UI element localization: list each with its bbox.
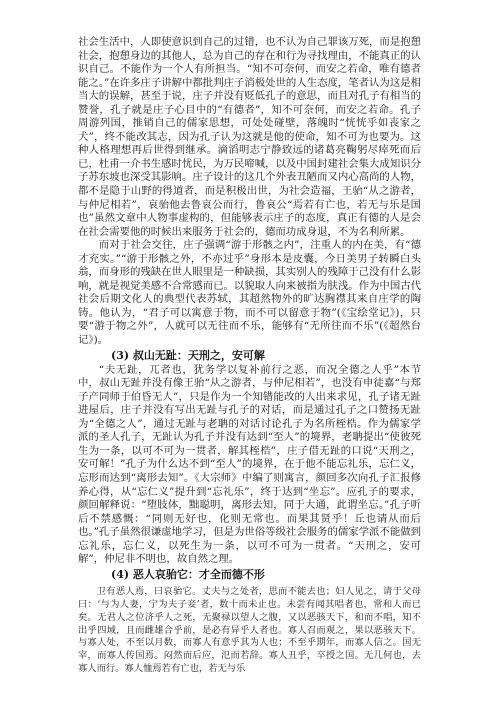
section-heading-aitai-tuo: (4) 恶人哀骀它：才全而德不形 [111, 567, 265, 581]
section-heading-shushan-wuzhi: (3) 叔山无趾：天刑之，安可解 [111, 348, 265, 362]
quotation-aitai-tuo: 卫有恶人焉，曰哀骀它。丈夫与之处者，思而不能去也；妇人见之，请于父母曰：‘与为人妻，宁为夫子妾’者，数十而未止也。未尝有闻其唱者也，常和人而已矣。无君人之位济乎人之死，无聚禄以望人之腹，又以恶骇天下，和而不唱，知不出乎四域，且而雌雄合乎前，是必有异乎人者也。寡人召而观之，果以恶骇天下。与寡人处，不至以月数，而寡人有意乎其为人也；不至乎期年，而寡人信之。国无宰，而寡人传国焉。闷然而后应，氾而若辞。寡人丑乎，卒授之国。无几何也，去寡人而行。寡人恤焉若有亡也，若无与乐 [78, 585, 421, 675]
paragraph-social-interaction: 而对于社会交往，庄子强调“游于形骸之内”，注重人的内在美，有“德才充实。”“游于形骸之外，不亦过乎”身形本是皮囊，今日美男子转瞬白头翁，而身形的残缺在世人眼里是一种缺损，其实别人的残障于己没有什么影响，就是视觉美感不合常感而已。以貌取人向来被指为肤浅。作为中国古代社会后期文化人的典型代表苏轼，其超然物外的旷达胸襟其来自庄学的陶铸。他认为，“君子可以寓意于物，而不可以留意于物”(《宝绘堂记》)，只要“游于物之外”，人就可以无往而不乐，能够有“无所往而不乐”(《超然台记》)。 [78, 239, 421, 347]
paragraph-moral-responsibility: 社会生活中，人即使意识到自己的过错，也不认为自己罪该万死，而是抱憩社会，抱憩身边的其他人，总为自己的存在和行为寻找理由，不能真正的认识自己。不能作为一个人有所担当。“知不可奈何，而安之若命，唯有德者能之。”在许多庄子讲解中都批判庄子消极处世的人生态度，笔者认为这是相当大的误解，甚至于说，庄子并没有贬低孔子的意思，而且对孔子有相当的赞誉，孔子就是庄子心目中的“有德者”，知不可奈何，而安之若命。孔子周游列国，推销自己的儒家思想，可处处碰壁，落魄时“恍恍乎如丧家之犬”，终不能改其志，因为孔子认为这就是他的使命，知不可为也要为。这种人格理想再后世得到继承。滴滔明志宁静致远的诸葛亮鞠躬尽瘁死而后已，杜甫一介书生感时忧民，为万民啼喊，以及中国封建社会集大成知识分子苏东坡也深受其影响。庄子设计的这几个外表丑陋而又内心高尚的人物，都不是隐于山野的得道者，而是积极出世，为社会造福，王骀“从之游者，与仲尼相若”，哀骀他去鲁哀公而行，鲁哀公“焉若有亡也，若无与乐是国也”虽然文章中人物事虚构的，但能够表示庄子的态度，真正有德的人是会在社会需要他的时候出来服务于社会的，德而功成身退，不为名利所累。 [78, 36, 421, 238]
paragraph-shushan-wuzhi: “夫无趾，兀者也，犹务学以复补前行之恶，而况全德之人乎”本节中，叔山无趾并没有像王骀“从之游者，与仲尼相若”，也没有申徒嘉“与郑子产同师于伯昏无人”，只是作为一个知错能改的人出来求见，孔子诸无趾进屋后，庄子并没有写出无趾与孔子的对话，而是通过孔子之口赞扬无趾为“全德之人”，通过无趾与老聃的对话讨论孔子为名所桎梏。作为儒家学派的圣人孔子，无趾认为孔子并没有达到“至人”的境界，老聃提出“使彼死生为一条，以可不可为一贯者，解其桎梏”，庄子借无趾的口说“天刑之，安可解！”孔子为什么达不到“至人”的境界，在于他不能忘礼乐，忘仁义，忘形而达到“离形去知”。《大宗师》中编了则寓言，颜回多次向孔子汇报修养心得，从“忘仁义”提升到“忘礼乐”，终于达到“坐忘”。应孔子的要求，颜回解释说：“堕肢体，黜聪明，离形去知，同于大通，此谓坐忘。”孔子听后不禁感慨：“同则无好也，化则无常也。而果其贤乎！丘也请从而后也。”孔子虽然很谦虚地学习，但是为世俗等级社会服务的儒家学派不能做到忘礼乐，忘仁义，以死生为一条，以可不可为一贯者。“天刑之，安可解”，仲尼非不明也，故自然之理。 [78, 363, 421, 566]
